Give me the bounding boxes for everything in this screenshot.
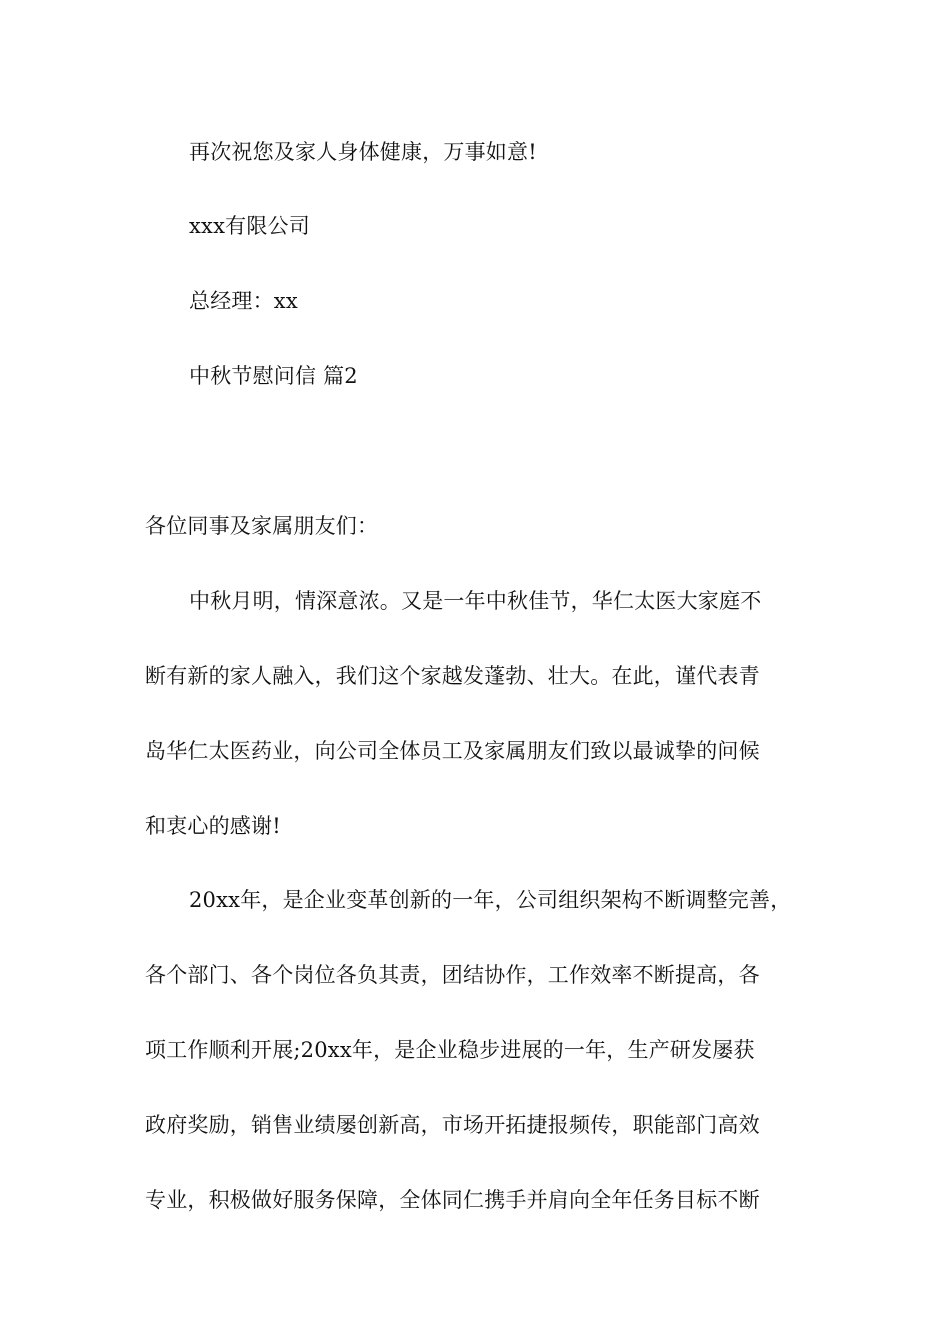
paragraph-line: 专业，积极做好服务保障，全体同仁携手并肩向全年任务目标不断 [145,1188,760,1212]
paragraph-line: 断有新的家人融入，我们这个家越发蓬勃、壮大。在此，谨代表青 [145,664,760,688]
paragraph-line: 中秋月明，情深意浓。又是一年中秋佳节，华仁太医大家庭不 [189,589,762,613]
paragraph-line: 岛华仁太医药业，向公司全体员工及家属朋友们致以最诚挚的问候 [145,739,760,763]
paragraph-line: 政府奖励，销售业绩屡创新高，市场开拓捷报频传，职能部门高效 [145,1113,760,1137]
paragraph-line: 和衷心的感谢! [145,814,281,838]
section-heading: 中秋节慰问信 篇2 [189,364,358,388]
salutation: 各位同事及家属朋友们： [145,514,379,538]
paragraph-line: 20xx年，是企业变革创新的一年，公司组织架构不断调整完善， [189,888,792,912]
company-name: xxx有限公司 [189,214,310,238]
paragraph-line: 各个部门、各个岗位各负其责，团结协作，工作效率不断提高，各 [145,963,760,987]
paragraph-line: 项工作顺利开展;20xx年，是企业稳步进展的一年，生产研发屡获 [145,1038,755,1062]
closing-wish: 再次祝您及家人身体健康，万事如意! [189,140,537,164]
signature-manager: 总经理：xx [189,289,298,313]
